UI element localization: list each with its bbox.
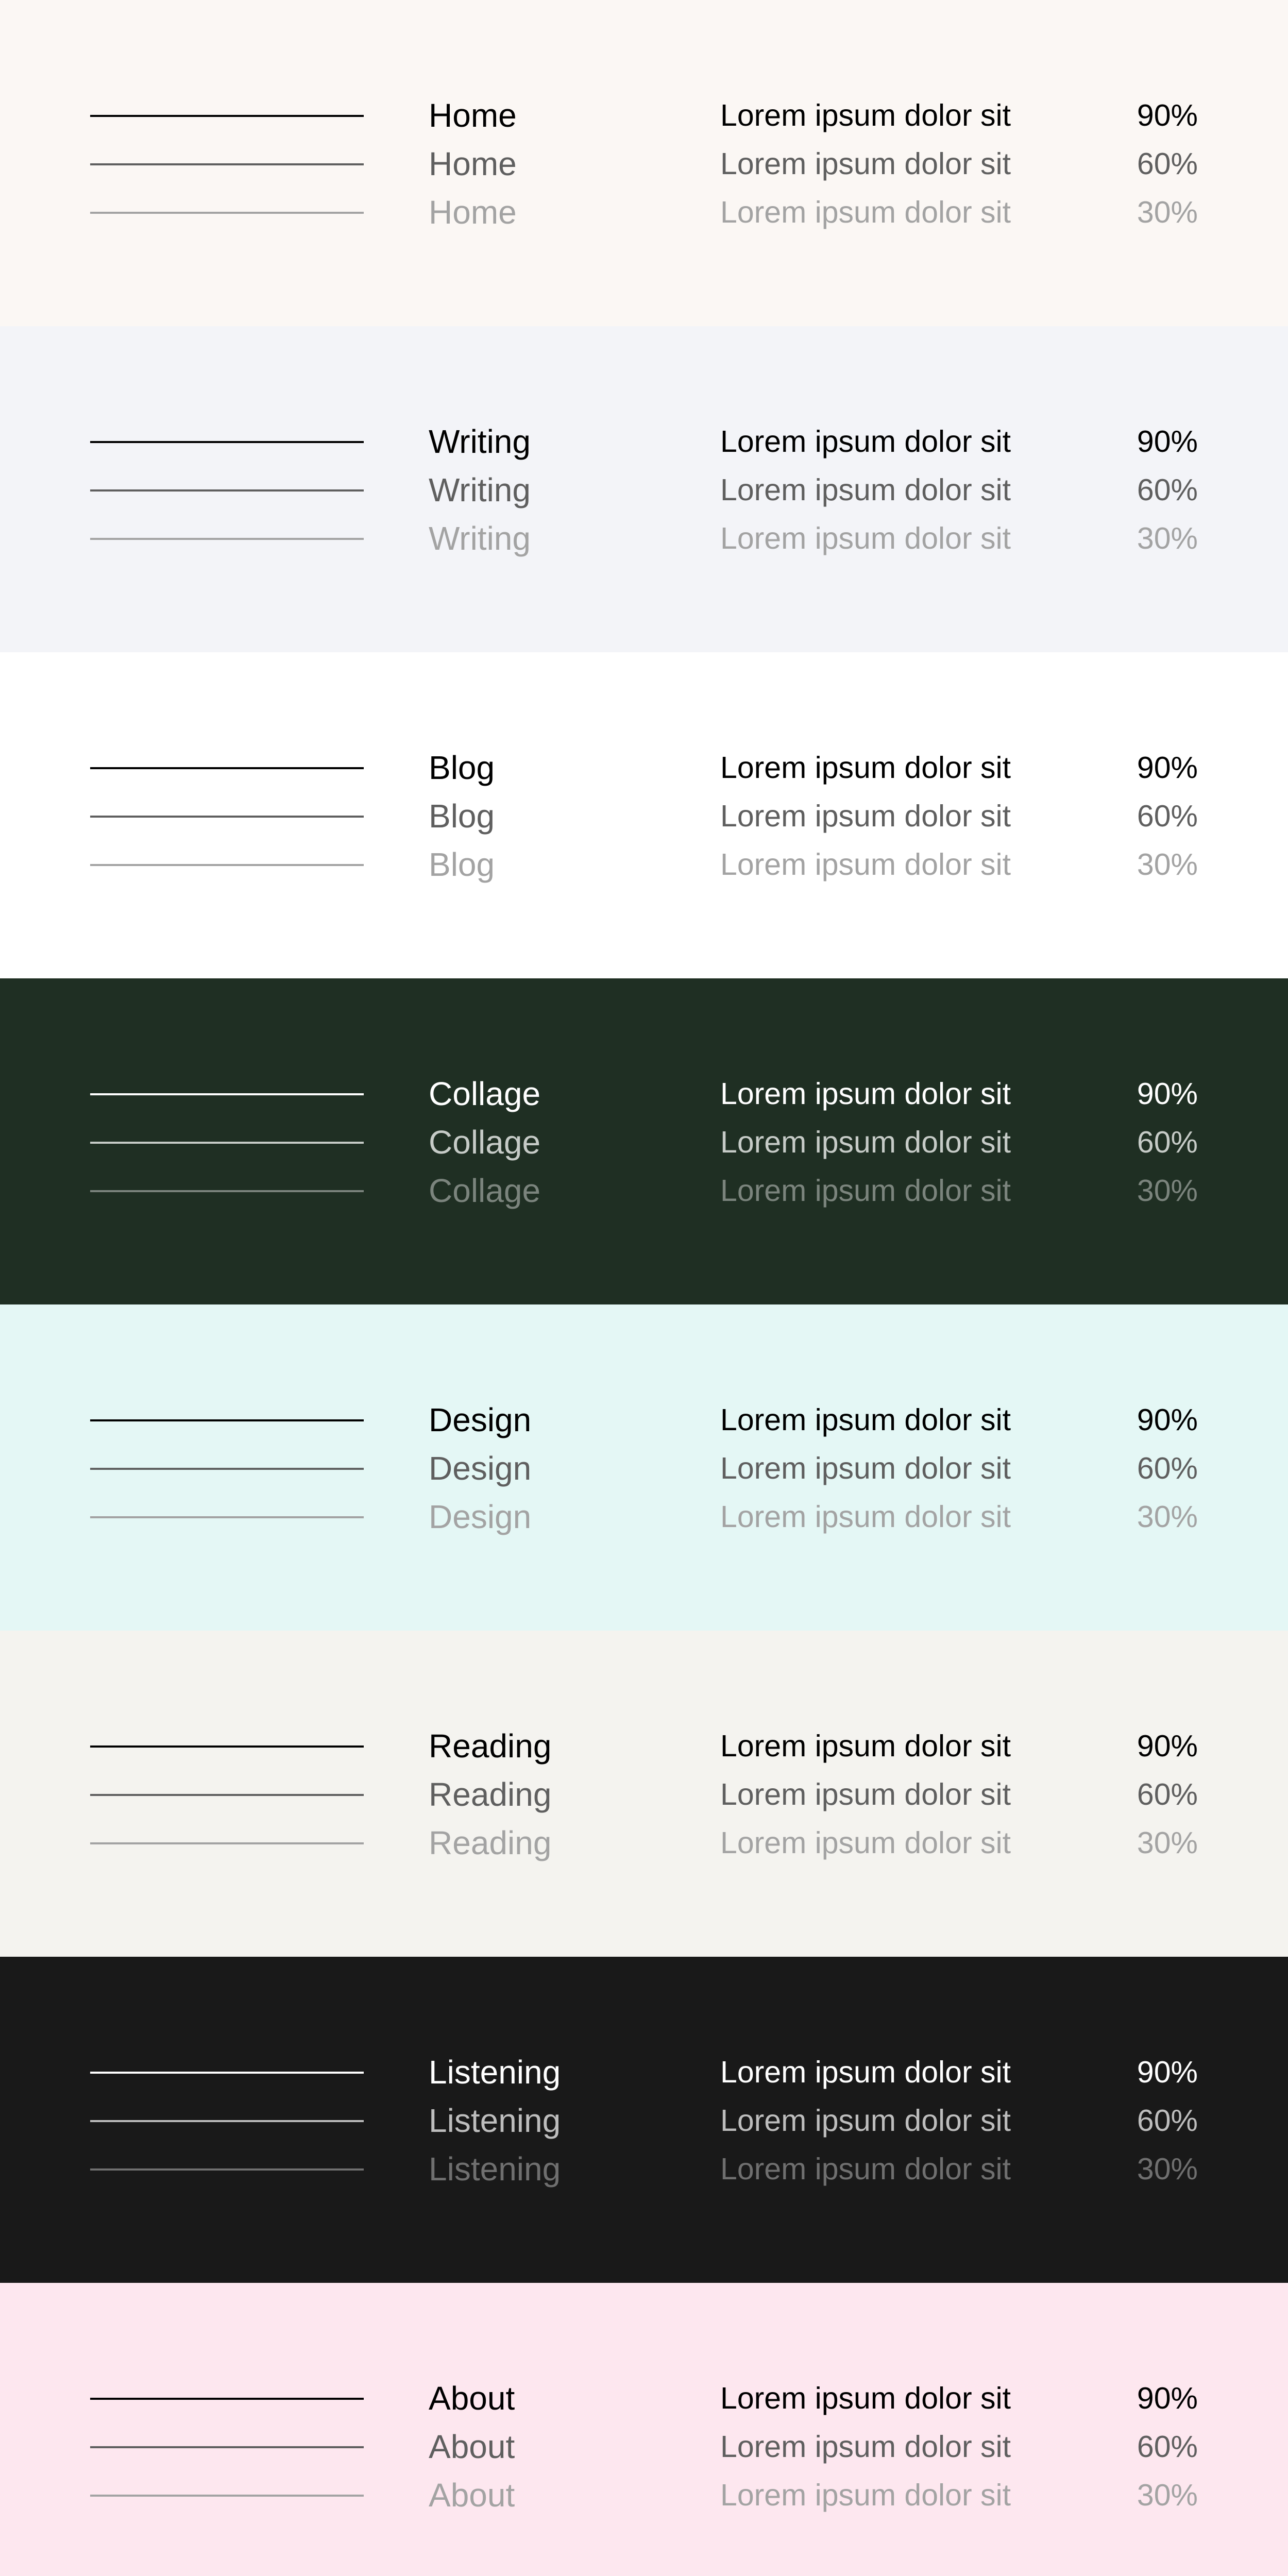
- tone-line: [90, 2398, 364, 2400]
- tone-row: [0, 2145, 1288, 2194]
- opacity-value: 60%: [1137, 473, 1198, 507]
- tone-row: [0, 92, 1288, 140]
- swatch-label: About: [429, 2380, 515, 2417]
- opacity-value: 60%: [1137, 147, 1198, 181]
- tone-line: [90, 1190, 364, 1192]
- tone-row: [0, 189, 1288, 237]
- swatch-label: Blog: [429, 846, 495, 883]
- swatch-label: About: [429, 2477, 515, 2514]
- swatch-label: Home: [429, 145, 517, 182]
- swatch-home: [0, 0, 1288, 326]
- swatch-label: Home: [429, 194, 517, 231]
- swatch-label: Design: [429, 1498, 532, 1535]
- opacity-value: 30%: [1137, 195, 1198, 229]
- tone-row: [0, 1722, 1288, 1771]
- opacity-value: 90%: [1137, 425, 1198, 459]
- swatch-reading: [0, 1631, 1288, 1957]
- sample-text: Lorem ipsum dolor sit: [720, 2381, 1011, 2415]
- swatch-writing: [0, 326, 1288, 652]
- sample-text: Lorem ipsum dolor sit: [720, 98, 1011, 132]
- sample-text: Lorem ipsum dolor sit: [720, 799, 1011, 833]
- tone-row: [0, 1771, 1288, 1819]
- sample-text: Lorem ipsum dolor sit: [720, 1777, 1011, 1811]
- opacity-value: 60%: [1137, 2430, 1198, 2464]
- tone-line: [90, 163, 364, 165]
- sample-text: Lorem ipsum dolor sit: [720, 751, 1011, 785]
- sample-text: Lorem ipsum dolor sit: [720, 1174, 1011, 1208]
- tone-row: [0, 1445, 1288, 1493]
- swatch-label: Home: [429, 97, 517, 134]
- swatch-label: Listening: [429, 2102, 561, 2139]
- swatch-label: Collage: [429, 1075, 541, 1112]
- tone-line: [90, 538, 364, 540]
- opacity-value: 30%: [1137, 1500, 1198, 1534]
- tone-row: [0, 1167, 1288, 1215]
- tone-row: [0, 1396, 1288, 1445]
- opacity-value: 60%: [1137, 1125, 1198, 1159]
- tone-line: [90, 1842, 364, 1844]
- swatch-label: Collage: [429, 1172, 541, 1209]
- tone-row: [0, 515, 1288, 563]
- swatch-label: Writing: [429, 423, 531, 460]
- tone-line: [90, 115, 364, 117]
- swatch-label: Reading: [429, 1776, 552, 1813]
- opacity-value: 30%: [1137, 1826, 1198, 1860]
- sample-text: Lorem ipsum dolor sit: [720, 2430, 1011, 2464]
- sample-text: Lorem ipsum dolor sit: [720, 521, 1011, 555]
- tone-row: [0, 1493, 1288, 1541]
- swatch-label: Reading: [429, 1824, 552, 1861]
- tone-line: [90, 441, 364, 443]
- opacity-value: 30%: [1137, 2478, 1198, 2512]
- tone-line: [90, 2446, 364, 2448]
- tone-line: [90, 2495, 364, 2497]
- sample-text: Lorem ipsum dolor sit: [720, 1125, 1011, 1159]
- sample-text: Lorem ipsum dolor sit: [720, 1077, 1011, 1111]
- opacity-value: 90%: [1137, 98, 1198, 132]
- tone-line: [90, 1745, 364, 1748]
- sample-text: Lorem ipsum dolor sit: [720, 1826, 1011, 1860]
- tone-line: [90, 1516, 364, 1518]
- swatch-blog: [0, 652, 1288, 978]
- opacity-value: 90%: [1137, 1077, 1198, 1111]
- swatch-label: Reading: [429, 1727, 552, 1765]
- opacity-value: 90%: [1137, 1729, 1198, 1763]
- swatch-label: Writing: [429, 471, 531, 509]
- tone-row: [0, 2097, 1288, 2145]
- sample-text: Lorem ipsum dolor sit: [720, 2104, 1011, 2138]
- tone-line: [90, 1468, 364, 1470]
- tone-row: [0, 466, 1288, 515]
- tone-line: [90, 1794, 364, 1796]
- sample-text: Lorem ipsum dolor sit: [720, 473, 1011, 507]
- sample-text: Lorem ipsum dolor sit: [720, 425, 1011, 459]
- opacity-value: 60%: [1137, 2104, 1198, 2138]
- tone-row: [0, 418, 1288, 466]
- swatch-label: About: [429, 2428, 515, 2465]
- swatch-label: Writing: [429, 520, 531, 557]
- opacity-value: 30%: [1137, 1174, 1198, 1208]
- sample-text: Lorem ipsum dolor sit: [720, 1403, 1011, 1437]
- sample-text: Lorem ipsum dolor sit: [720, 2152, 1011, 2186]
- opacity-value: 30%: [1137, 848, 1198, 882]
- opacity-value: 60%: [1137, 799, 1198, 833]
- tone-line: [90, 212, 364, 214]
- tone-line: [90, 1093, 364, 1095]
- swatch-label: Blog: [429, 749, 495, 786]
- opacity-value: 90%: [1137, 2055, 1198, 2089]
- opacity-value: 60%: [1137, 1777, 1198, 1811]
- tone-line: [90, 2120, 364, 2122]
- swatch-label: Blog: [429, 798, 495, 835]
- opacity-value: 90%: [1137, 1403, 1198, 1437]
- swatch-collage: [0, 978, 1288, 1304]
- tone-row: [0, 2471, 1288, 2520]
- tone-row: [0, 2048, 1288, 2097]
- tone-line: [90, 2072, 364, 2074]
- opacity-value: 90%: [1137, 751, 1198, 785]
- swatch-design: [0, 1304, 1288, 1631]
- swatch-label: Design: [429, 1450, 532, 1487]
- tone-row: [0, 1070, 1288, 1118]
- swatch-about: [0, 2283, 1288, 2576]
- tone-line: [90, 1142, 364, 1144]
- tone-row: [0, 2423, 1288, 2471]
- tone-row: [0, 140, 1288, 189]
- tone-line: [90, 1419, 364, 1421]
- tone-row: [0, 1819, 1288, 1868]
- sample-text: Lorem ipsum dolor sit: [720, 1729, 1011, 1763]
- swatch-label: Design: [429, 1401, 532, 1438]
- swatch-listening: [0, 1957, 1288, 2283]
- tone-line: [90, 489, 364, 492]
- sample-text: Lorem ipsum dolor sit: [720, 848, 1011, 882]
- opacity-value: 60%: [1137, 1451, 1198, 1485]
- swatch-label: Listening: [429, 2150, 561, 2188]
- opacity-value: 90%: [1137, 2381, 1198, 2415]
- sample-text: Lorem ipsum dolor sit: [720, 147, 1011, 181]
- swatch-label: Listening: [429, 2054, 561, 2091]
- opacity-value: 30%: [1137, 521, 1198, 555]
- sample-text: Lorem ipsum dolor sit: [720, 2055, 1011, 2089]
- tone-line: [90, 864, 364, 866]
- swatch-label: Collage: [429, 1124, 541, 1161]
- sample-text: Lorem ipsum dolor sit: [720, 2478, 1011, 2512]
- sample-text: Lorem ipsum dolor sit: [720, 195, 1011, 229]
- sample-text: Lorem ipsum dolor sit: [720, 1451, 1011, 1485]
- tone-line: [90, 2168, 364, 2171]
- tone-row: [0, 1118, 1288, 1167]
- tone-row: [0, 841, 1288, 889]
- opacity-value: 30%: [1137, 2152, 1198, 2186]
- tone-row: [0, 2375, 1288, 2423]
- tone-line: [90, 767, 364, 769]
- tone-line: [90, 816, 364, 818]
- tone-row: [0, 744, 1288, 792]
- tone-row: [0, 792, 1288, 841]
- sample-text: Lorem ipsum dolor sit: [720, 1500, 1011, 1534]
